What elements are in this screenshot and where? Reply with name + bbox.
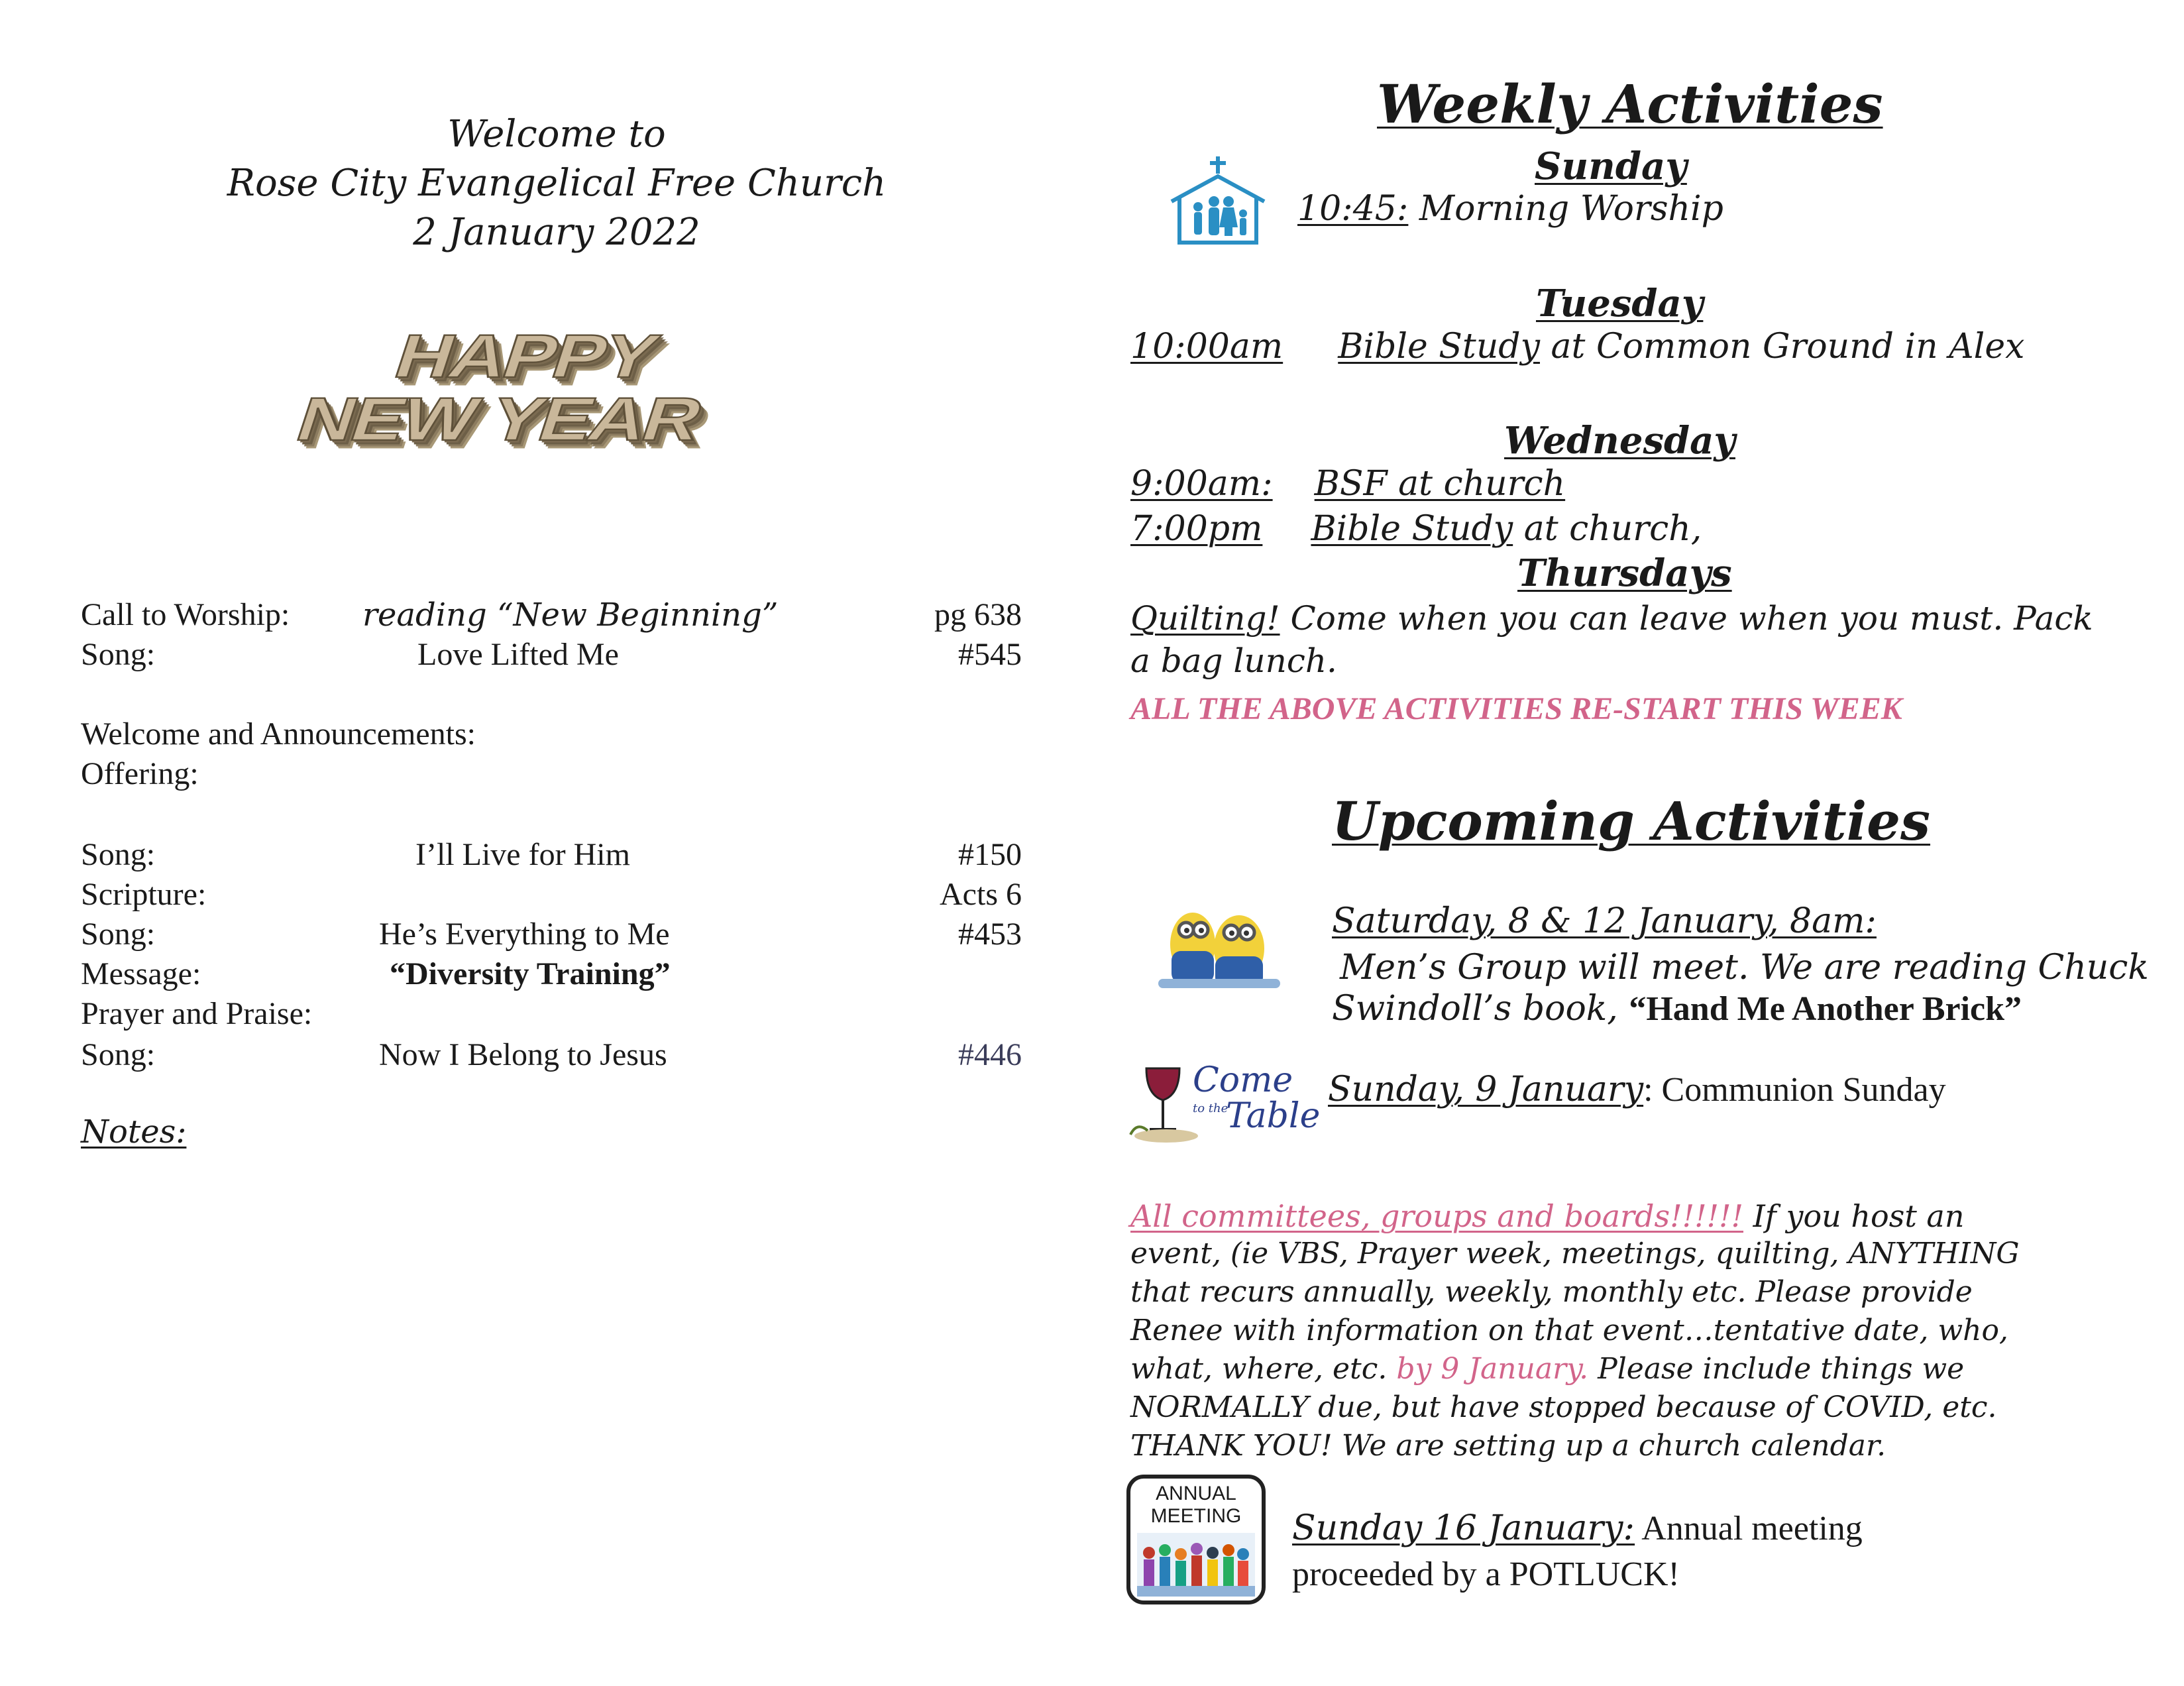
annual-meeting-badge (1126, 1475, 1266, 1604)
thursday-text-1: Come when you can leave when you must. Pack (1290, 599, 2093, 638)
sunday-time: 10:45: (1297, 189, 1409, 229)
mens-group-date: Saturday, 8 & 12 January, 8am: (1332, 901, 1877, 941)
order-item: reading “New Beginning” (362, 596, 779, 634)
order-label: Song: (81, 637, 156, 672)
wednesday-time-2: 7:00pm (1130, 509, 1263, 549)
church-name: Rose City Evangelical Free Church (227, 162, 887, 205)
upcoming-activities-title: Upcoming Activities (1332, 790, 1931, 852)
order-row (81, 716, 1022, 756)
order-row (81, 596, 1022, 636)
quilting-label: Quilting! (1130, 599, 1280, 638)
day-wednesday: Wednesday (1504, 419, 1735, 463)
order-number: Acts 6 (940, 877, 1022, 912)
order-row (81, 836, 1022, 876)
wednesday-what-2: Bible Study (1311, 509, 1513, 549)
communion-line (1328, 1070, 1946, 1109)
sunday-text: Morning Worship (1419, 189, 1723, 229)
order-label: Welcome and Announcements: (81, 716, 476, 752)
order-number: #150 (958, 837, 1022, 872)
committees-text-1: If you host an (1743, 1198, 1965, 1234)
come-to-the-table-logo (1126, 1055, 1321, 1148)
weekly-activities-title: Weekly Activities (1377, 73, 1883, 135)
banner-line-happy: HAPPY (386, 322, 665, 391)
annual-text-2: proceeded by a POTLUCK! (1292, 1555, 1680, 1593)
wednesday-rest-2: at church, (1523, 509, 1702, 549)
committees-line-6: NORMALLY due, but have stopped because of COVID, etc. (1130, 1390, 1997, 1424)
restart-notice: ALL THE ABOVE ACTIVITIES RE-START THIS WEEK (1130, 691, 1902, 726)
order-number: pg 638 (934, 597, 1022, 632)
day-tuesday: Tuesday (1536, 282, 1704, 325)
order-label: Prayer and Praise: (81, 996, 313, 1031)
thursday-line-1 (1130, 599, 2093, 638)
order-number: #453 (958, 917, 1022, 952)
order-row (81, 995, 1022, 1035)
wednesday-what-1: BSF at church (1314, 464, 1566, 504)
wednesday-time-1: 9:00am: (1130, 464, 1273, 504)
logo-table: Table (1226, 1096, 1321, 1136)
committees-line-2: event, (ie VBS, Prayer week, meetings, quilting, ANYTHING (1130, 1237, 2020, 1270)
mens-group-line-2 (1332, 989, 2022, 1029)
order-item: He’s Everything to Me (379, 917, 670, 952)
mens-group-line-1: Men’s Group will meet. We are reading Chuck (1340, 948, 2149, 987)
order-row (81, 756, 1022, 795)
annual-text-1: Annual meeting (1635, 1510, 1863, 1547)
communion-date: Sunday, 9 January (1328, 1070, 1644, 1109)
order-label: Song: (81, 837, 156, 872)
order-label: Song: (81, 1037, 156, 1072)
tuesday-time: 10:00am (1130, 327, 1283, 366)
wednesday-line-2 (1130, 509, 1702, 549)
order-row (81, 876, 1022, 916)
mens-group-text: Swindoll’s book, (1332, 989, 1629, 1029)
annual-line-1 (1292, 1508, 1863, 1548)
church-family-icon (1168, 154, 1268, 247)
badge-meeting: MEETING (1150, 1505, 1242, 1527)
logo-to-the: to the (1193, 1101, 1228, 1115)
order-row (81, 956, 1022, 995)
order-label: Song: (81, 917, 156, 952)
wednesday-line-1 (1130, 464, 1565, 504)
committees-line-7: THANK YOU! We are setting up a church calendar. (1130, 1429, 1886, 1463)
committees-text-5c: Please include things we (1588, 1352, 1965, 1386)
day-thursdays: Thursdays (1517, 551, 1732, 595)
day-sunday: Sunday (1535, 144, 1687, 188)
order-label: Message: (81, 956, 201, 991)
badge-annual: ANNUAL (1156, 1483, 1236, 1504)
order-row (81, 916, 1022, 956)
order-item: I’ll Live for Him (415, 837, 630, 872)
order-label: Scripture: (81, 877, 207, 912)
order-number: #446 (958, 1037, 1022, 1072)
notes-label: Notes: (81, 1113, 187, 1151)
committees-line-1 (1130, 1198, 1964, 1234)
order-label: Offering: (81, 756, 199, 791)
thursday-text-2: a bag lunch. (1130, 642, 1337, 680)
order-label: Call to Worship: (81, 597, 290, 632)
communion-text: : Communion Sunday (1643, 1071, 1946, 1109)
annual-date: Sunday 16 January: (1292, 1508, 1635, 1548)
order-number: #545 (958, 637, 1022, 672)
tuesday-rest: at Common Ground in Alex (1551, 327, 2025, 366)
welcome-line-1: Welcome to (447, 113, 666, 156)
committees-heading: All committees, groups and boards!!!!!! (1130, 1198, 1744, 1234)
order-item: Now I Belong to Jesus (379, 1037, 667, 1072)
tuesday-line (1130, 327, 2024, 366)
committees-deadline: by 9 January. (1396, 1352, 1589, 1386)
order-item: “Diversity Training” (390, 956, 671, 991)
committees-line-5 (1130, 1352, 1964, 1386)
committees-text-5a: what, where, etc. (1130, 1352, 1397, 1386)
logo-come: Come (1193, 1060, 1293, 1100)
minions-icon (1153, 898, 1285, 997)
committees-line-3: that recurs annually, weekly, monthly etc. Please provide (1130, 1275, 1973, 1309)
committees-line-4: Renee with information on that event…tentative date, who, (1130, 1314, 2008, 1347)
crowd-icon (1137, 1533, 1255, 1597)
service-date: 2 January 2022 (413, 211, 700, 254)
banner-line-new-year: NEW YEAR (288, 385, 710, 454)
tuesday-what: Bible Study (1338, 327, 1540, 366)
order-row (81, 1037, 1022, 1076)
order-item: Love Lifted Me (417, 637, 619, 672)
book-title: “Hand Me Another Brick” (1629, 990, 2022, 1028)
sunday-line (1297, 189, 1723, 229)
order-row (81, 636, 1022, 676)
